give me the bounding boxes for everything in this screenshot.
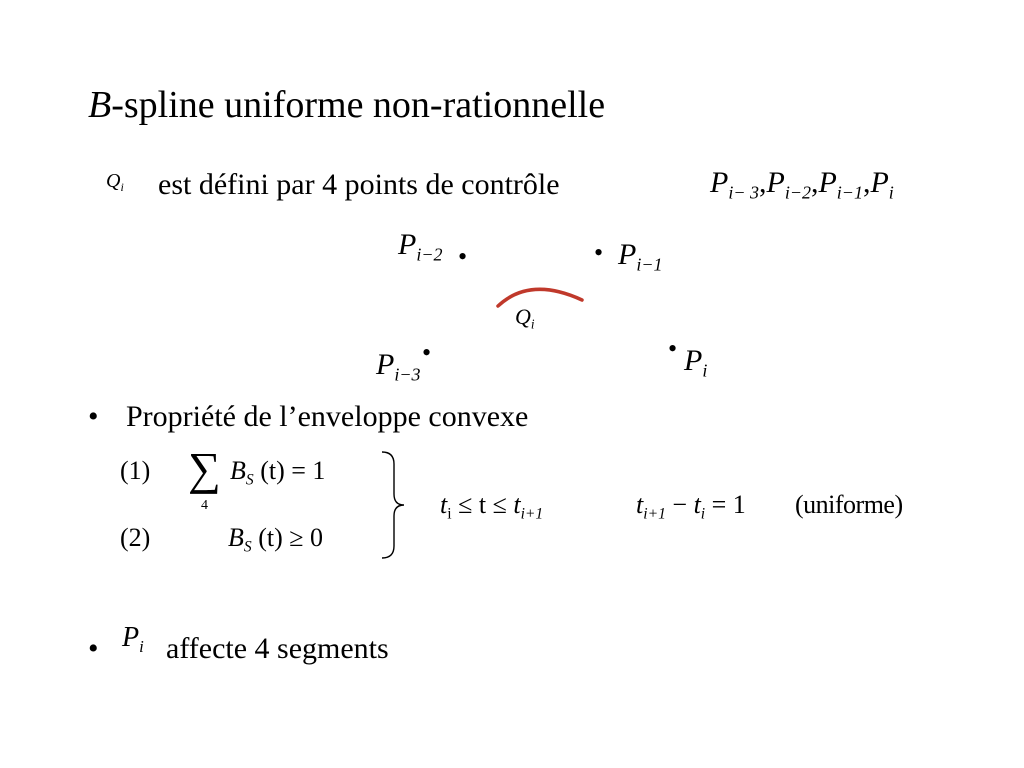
label-p-i-minus-2: $P_{i-2}$ xyxy=(398,228,443,265)
control-point-dot-i-minus-1: • xyxy=(594,238,604,267)
intro-text: est défini par 4 points de contrôle xyxy=(158,168,560,201)
intro-q-symbol: $Q_i$ xyxy=(106,170,124,195)
intro-control-points: $P_{i- 3},P_{i-2},P_{i-1},P_i$ xyxy=(710,166,894,203)
bullet-1-marker: • xyxy=(88,400,99,433)
eq1-expression: $B_S$ (t) = 1 xyxy=(230,456,326,489)
bullet-1-text: Propriété de l’enveloppe convexe xyxy=(126,400,529,433)
eq2-number: (2) xyxy=(120,523,151,552)
interval-condition: $t_i \le t \le t_{i+1}$ xyxy=(440,490,544,523)
bullet-2-text: affecte 4 segments xyxy=(166,632,389,665)
uniform-label: (uniforme) xyxy=(795,490,903,519)
bullet-2-p-symbol: $P_i$ xyxy=(122,622,144,656)
control-point-dot-i-minus-2: • xyxy=(458,242,468,271)
eq1-sum-symbol: ∑ xyxy=(188,443,221,494)
control-point-dot-i-minus-3: • xyxy=(422,338,432,367)
knot-difference: $t_{i+1} - t_i = 1$ xyxy=(636,490,746,523)
eq1-sum-lower: 4 xyxy=(201,498,208,513)
brace-path xyxy=(382,452,404,558)
control-point-dot-i: • xyxy=(668,334,678,363)
title-b-variable: B xyxy=(88,84,112,126)
bullet-2-marker: • xyxy=(88,632,99,665)
label-p-i-minus-3: $P_{i-3}$ xyxy=(376,348,421,385)
label-p-i-minus-1: $P_{i-1}$ xyxy=(618,238,663,275)
eq2-expression: $B_S$ (t) ≥ 0 xyxy=(228,523,323,556)
right-brace xyxy=(378,450,408,560)
label-q-i: $Q_i$ xyxy=(515,304,535,332)
eq1-number: (1) xyxy=(120,456,151,485)
curve-path xyxy=(498,289,582,306)
title-text: -spline uniforme non-rationnelle xyxy=(111,84,606,126)
slide-title xyxy=(88,86,605,124)
curve-segment-qi xyxy=(490,280,590,310)
label-p-i: $P_i$ xyxy=(684,344,708,381)
